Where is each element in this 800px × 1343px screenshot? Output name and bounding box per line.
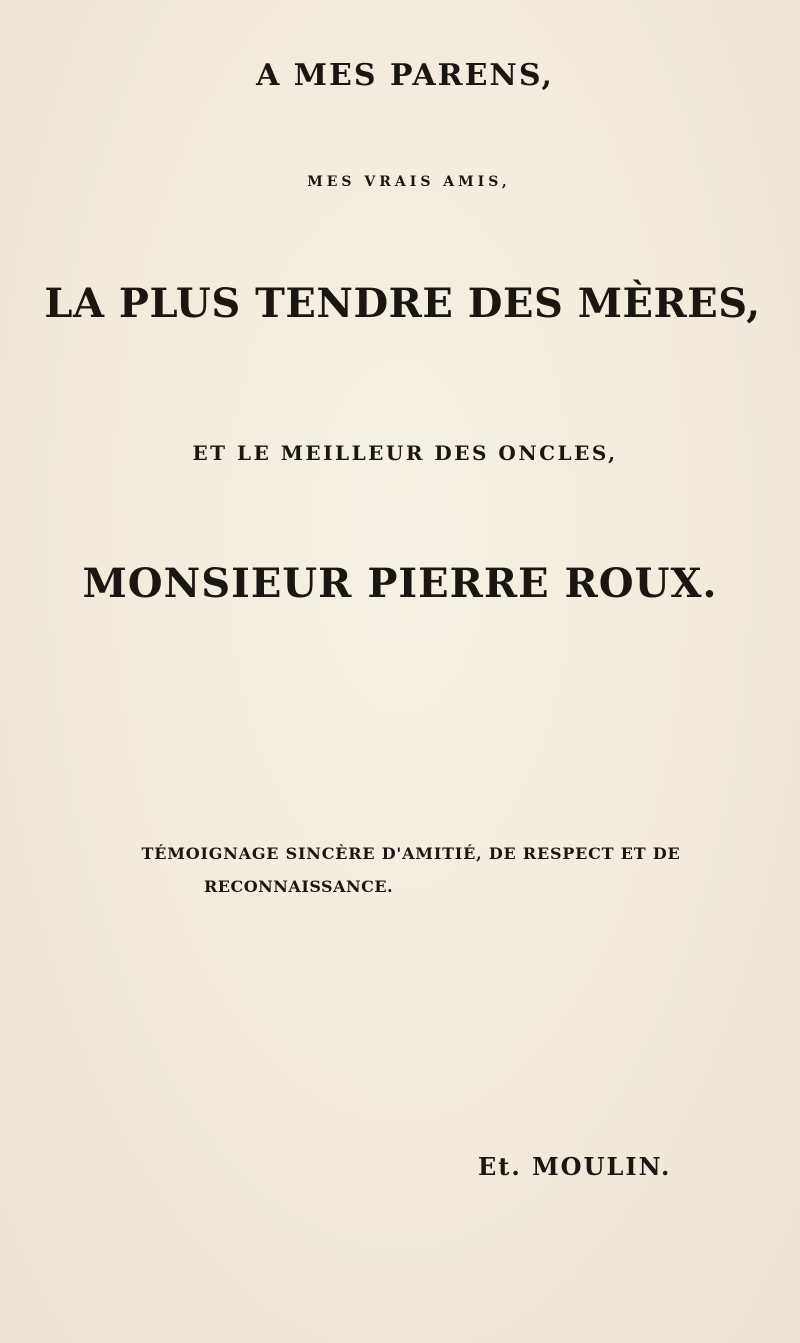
dedication-name-line: MONSIEUR PIERRE ROUX.	[82, 560, 718, 607]
dedication-mother-line: LA PLUS TENDRE DES MÈRES,	[44, 280, 761, 327]
dedication-friends-line: MES VRAIS AMIS,	[307, 174, 511, 190]
dedication-heading: A MES PARENS,	[256, 58, 554, 93]
author-signature: Et. MOULIN.	[478, 1152, 672, 1181]
tribute-text-line-2: RECONNAISSANCE.	[204, 877, 394, 896]
tribute-text-line-1: TÉMOIGNAGE SINCÈRE D'AMITIÉ, DE RESPECT ET DE	[141, 844, 681, 863]
dedication-uncle-line: ET LE MEILLEUR DES ONCLES,	[192, 441, 618, 465]
